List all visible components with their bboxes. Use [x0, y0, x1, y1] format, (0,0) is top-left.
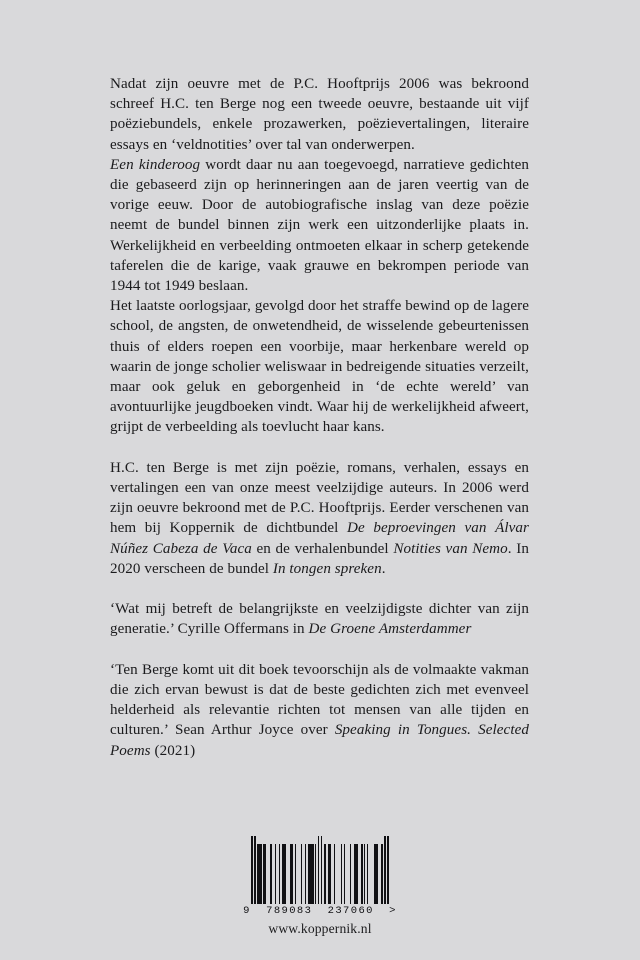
barcode-digits [242, 905, 398, 917]
description-paragraph-1: Nadat zijn oeuvre met de P.C. Hooftprijs 2006 was bekroond schreef H.C. ten Berge nog een tweede oeuvre, bestaande uit vijf poëziebundels, enkele prozawerken, poëzievertalingen, literaire essays en ‘veldnotities’ over tal van onderwerpen. [110, 76, 529, 153]
description-paragraph-2: Een kinderoog wordt daar nu aan toegevoegd, narratieve gedichten die gebaseerd zijn op herinneringen aan de jaren veertig van de vorige eeuw. Door de autobiografische inslag van deze poëzie neemt de bundel binnen zijn werk een uitzonderlijke plaats in. Werkelijkheid en verbeelding ontmoeten elkaar in scherp getekende taferelen die de karige, vaak grauwe en bekrompen periode van 1944 tot 1949 beslaan. [110, 156, 529, 295]
review-quote-1: ‘Wat mij betreft de belangrijkste en veelzijdigste dichter van zijn generatie.’ Cyrille Offermans in De Groene Amsterdammer [110, 601, 529, 638]
barcode-right-group: 237060 [327, 905, 374, 917]
publisher-url: www.koppernik.nl [268, 921, 372, 936]
back-cover-text-block [110, 74, 529, 761]
review-quote-2: ‘Ten Berge komt uit dit boek tevoorschijn als de volmaakte vakman die zich ervan bewust is dat de beste gedichten zich met evenveel helderheid als relevantie richten tot mensen van alle tijden en culturen.’ Sean Arthur Joyce over Speaking in Tongues. Selected Poems (2021) [110, 661, 529, 759]
book-description [110, 74, 529, 438]
barcode-trailing-mark: > [389, 905, 397, 917]
barcode-ean13 [251, 836, 388, 904]
author-biography: H.C. ten Berge is met zijn poëzie, romans, verhalen, essays en vertalingen een van onze meest veelzijdige auteurs. In 2006 werd zijn oeuvre bekroond met de P.C. Hooftprijs. Eerder verschenen van hem bij Koppernik de dichtbundel De beproevingen van Álvar Núñez Cabeza de Vaca en de verhalenbundel Notities van Nemo. In 2020 verscheen de bundel In tongen spreken. [110, 459, 529, 577]
barcode-area [0, 836, 640, 937]
barcode-left-group: 789083 [266, 905, 313, 917]
description-paragraph-3: Het laatste oorlogsjaar, gevolgd door het straffe bewind op de lagere school, de angsten, de onwetendheid, de wisselende gebeurtenissen thuis of elders roepen een voorbije, maar herkenbare wereld op waarin de jonge scholier weliswaar in bedreigende situaties verzeilt, maar ook geluk en geborgenheid in ‘de echte wereld’ van avontuurlijke jeugdboeken vindt. Waar hij de werkelijkheid afweert, grijpt de verbeelding als toevlucht haar kans. [110, 298, 529, 436]
barcode-leading-digit: 9 [243, 905, 251, 917]
